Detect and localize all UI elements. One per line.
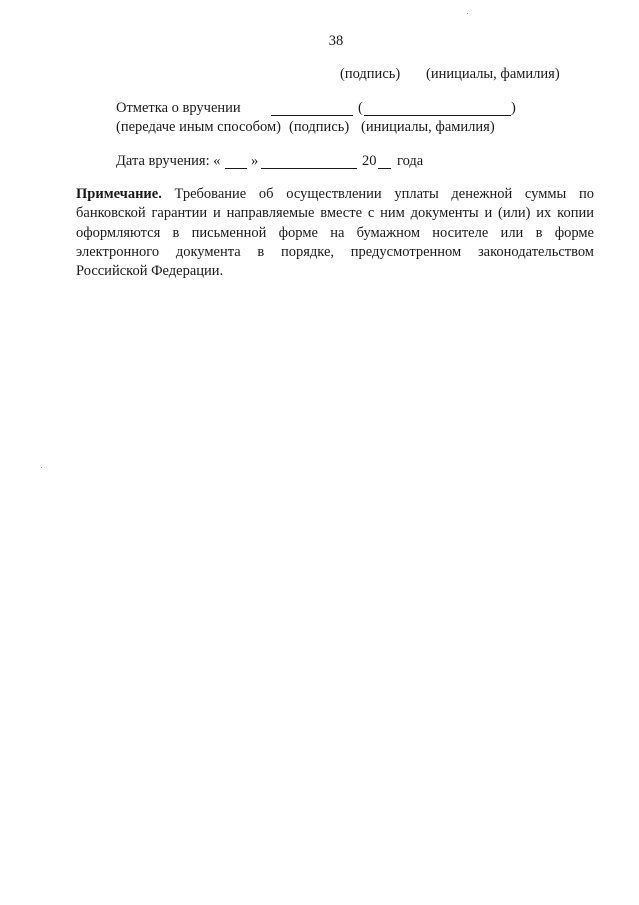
delivery-initials-blank (364, 101, 511, 116)
note-text: Требование об осуществлении уплаты денежной суммы по банковской гарантии и направляемые вместе с ним документы и (или) их копии оформляются в письменной форме на бумажном носителе или в форме электронного документа в порядке, предусмотренном законодательством Российской Федерации. (76, 186, 594, 280)
delivery-sub-label: (передаче иным способом) (116, 119, 282, 135)
delivery-sub-signature: (подпись) (289, 119, 350, 135)
delivery-open-paren: ( (358, 100, 363, 116)
signature-caption: (подпись) (340, 66, 401, 82)
day-blank (225, 154, 247, 169)
delivery-mark-row (116, 100, 241, 117)
delivery-date-close-quote: » (251, 153, 259, 169)
year-blank (378, 154, 391, 169)
delivery-mark-label: Отметка о вручении (116, 100, 241, 116)
month-blank (261, 154, 357, 169)
page-number: 38 (328, 33, 344, 49)
delivery-sub-initials: (инициалы, фамилия) (361, 119, 495, 135)
scan-speck (41, 467, 42, 468)
delivery-signature-blank (271, 101, 353, 116)
initials-caption: (инициалы, фамилия) (426, 66, 560, 82)
note-paragraph (76, 185, 594, 281)
year-suffix: года (397, 153, 424, 169)
delivery-date-label: Дата вручения: « (116, 153, 221, 169)
scan-speck (467, 13, 468, 14)
note-label: Примечание. (76, 186, 162, 202)
delivery-mark-sub-row (116, 119, 281, 136)
year-prefix: 20 (362, 153, 377, 169)
delivery-close-paren: ) (511, 100, 516, 116)
